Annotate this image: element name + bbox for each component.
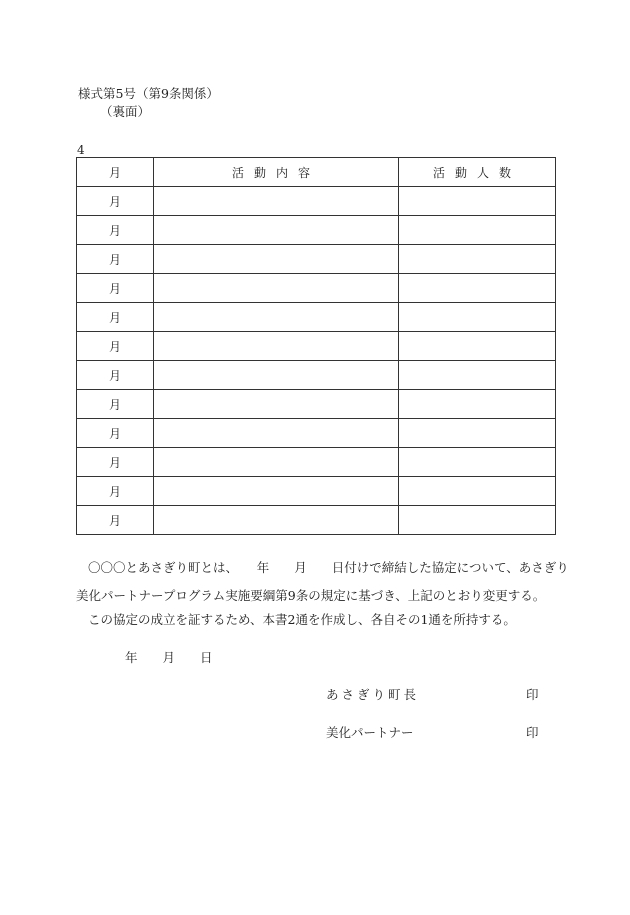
certification-paragraph: この協定の成立を証するため、本書2通を作成し、各自その1通を所持する。	[88, 612, 516, 627]
activity-content-cell	[154, 390, 399, 419]
activity-count-cell	[399, 303, 556, 332]
month-cell: 月	[77, 361, 154, 390]
table-row	[77, 245, 556, 274]
month-cell: 月	[77, 390, 154, 419]
agreement-paragraph-line1: 〇〇〇とあさぎり町とは、 年 月 日付けで締結した協定について、あさぎり	[88, 560, 569, 575]
activity-content-cell	[154, 477, 399, 506]
month-cell: 月	[77, 506, 154, 535]
activity-count-cell	[399, 274, 556, 303]
table-row	[77, 187, 556, 216]
table-row	[77, 390, 556, 419]
activity-count-cell	[399, 390, 556, 419]
partner-seal: 印	[526, 725, 539, 740]
table-row	[77, 419, 556, 448]
activity-count-cell	[399, 187, 556, 216]
activity-content-cell	[154, 245, 399, 274]
month-cell: 月	[77, 216, 154, 245]
month-cell: 月	[77, 274, 154, 303]
header-activity-content: 活動内容	[154, 158, 399, 187]
activity-count-cell	[399, 419, 556, 448]
month-cell: 月	[77, 448, 154, 477]
activity-content-cell	[154, 448, 399, 477]
table-header-row	[77, 158, 556, 187]
activity-content-cell	[154, 303, 399, 332]
activity-count-cell	[399, 245, 556, 274]
activity-count-cell	[399, 332, 556, 361]
activity-table	[76, 157, 556, 535]
table-body	[77, 187, 556, 535]
agreement-paragraph-line2: 美化パートナープログラム実施要綱第9条の規定に基づき、上記のとおり変更する。	[76, 588, 546, 603]
month-cell: 月	[77, 419, 154, 448]
table-row	[77, 303, 556, 332]
activity-content-cell	[154, 361, 399, 390]
form-subtitle: （裏面）	[100, 104, 151, 119]
month-cell: 月	[77, 477, 154, 506]
month-cell: 月	[77, 332, 154, 361]
table-row	[77, 506, 556, 535]
activity-content-cell	[154, 187, 399, 216]
mayor-label: あさぎり町長	[326, 687, 420, 702]
activity-count-cell	[399, 477, 556, 506]
header-activity-count: 活動人数	[399, 158, 556, 187]
activity-count-cell	[399, 506, 556, 535]
table-row	[77, 477, 556, 506]
mayor-seal: 印	[526, 687, 539, 702]
section-number: 4	[77, 143, 85, 157]
month-cell: 月	[77, 245, 154, 274]
partner-label: 美化パートナー	[326, 725, 414, 740]
month-cell: 月	[77, 187, 154, 216]
activity-content-cell	[154, 274, 399, 303]
table-row	[77, 216, 556, 245]
month-cell: 月	[77, 303, 154, 332]
activity-content-cell	[154, 506, 399, 535]
header-month: 月	[77, 158, 154, 187]
form-title: 様式第5号（第9条関係）	[78, 86, 219, 101]
activity-content-cell	[154, 216, 399, 245]
activity-count-cell	[399, 216, 556, 245]
table-row	[77, 332, 556, 361]
date-line: 年 月 日	[125, 650, 213, 665]
table-row	[77, 448, 556, 477]
activity-count-cell	[399, 361, 556, 390]
table-row	[77, 361, 556, 390]
activity-count-cell	[399, 448, 556, 477]
activity-content-cell	[154, 332, 399, 361]
activity-content-cell	[154, 419, 399, 448]
table-row	[77, 274, 556, 303]
